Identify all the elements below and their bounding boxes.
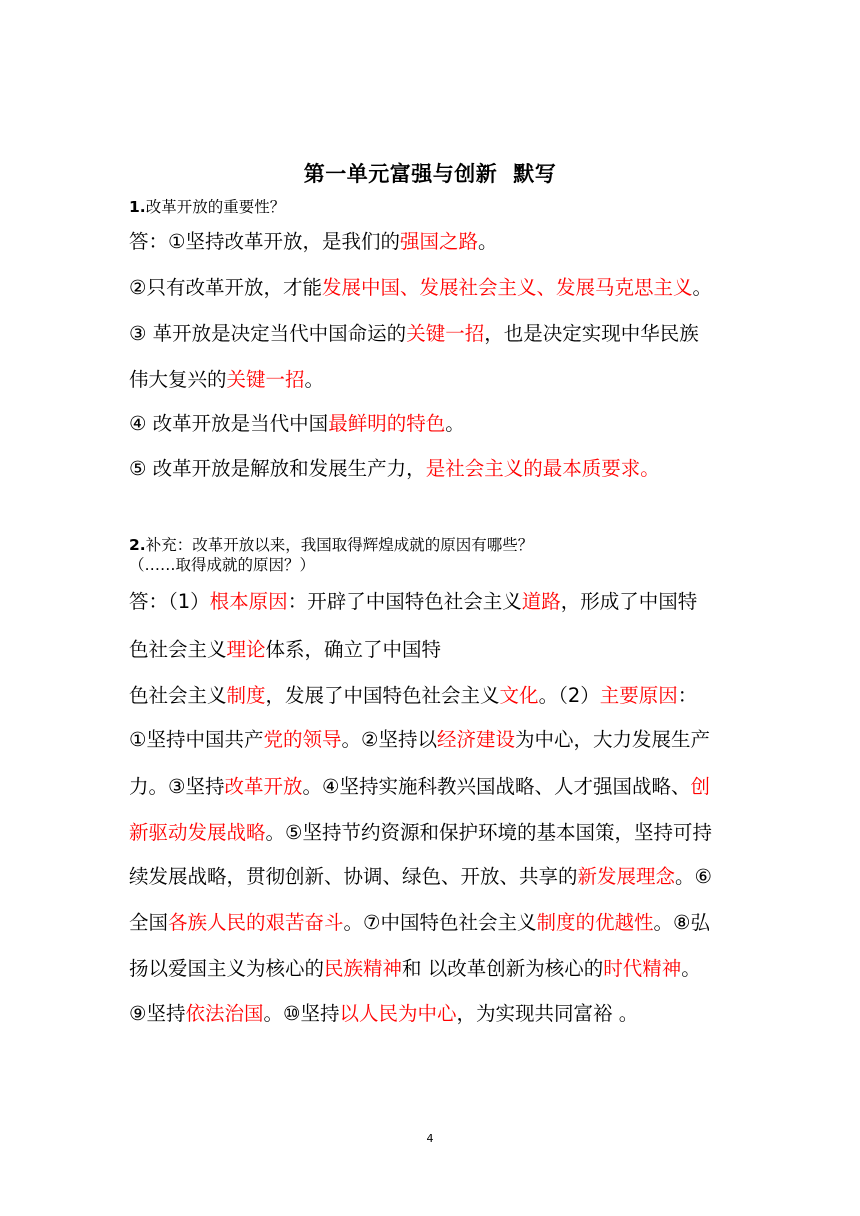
question-2-number: 2. — [129, 536, 146, 554]
answer-text: 答：①坚持改革开放，是我们的 — [129, 230, 400, 253]
answer-keyword: 新发展理念 — [577, 865, 676, 888]
question-1-number: 1. — [129, 198, 146, 216]
answer-keyword: 党的领导 — [263, 728, 342, 751]
answer-keyword: 是社会主义的最本质要求。 — [425, 457, 660, 480]
answer-text: ，为实现共同富裕 。 — [456, 1002, 639, 1025]
answer-text: ，也是决定实现中华民族 — [484, 322, 699, 345]
question-1-text: 改革开放的重要性？ — [145, 198, 286, 216]
answer-text: ： — [677, 684, 698, 707]
answer-line — [129, 953, 701, 981]
answer-keyword: 经济建设 — [436, 728, 515, 751]
answer-line — [129, 907, 710, 935]
answer-line — [129, 408, 465, 436]
answer-line — [129, 364, 324, 392]
answer-text: 色社会主义 — [129, 684, 227, 707]
answer-keyword: 文化 — [499, 684, 539, 707]
answer-keyword: 民族精神 — [324, 957, 403, 980]
title-sub: 默写 — [513, 162, 557, 186]
answer-text: 。⑤坚持节约资源和保护环境的基本国策，坚持可持 — [265, 821, 712, 844]
answer-keyword: 时代精神 — [603, 957, 682, 980]
answer-text: 。⑩坚持 — [263, 1002, 340, 1025]
answer-keyword: 制度的优越性 — [536, 911, 654, 934]
answer-line — [129, 724, 710, 752]
answer-line — [129, 272, 712, 300]
answer-line — [129, 680, 697, 708]
title-main: 第一单元富强与创新 — [303, 162, 498, 186]
answer-text: ⑤ 改革开放是解放和发展生产力， — [129, 457, 426, 480]
answer-line — [129, 771, 710, 799]
answer-text: 。 — [681, 957, 701, 980]
answer-line — [129, 453, 660, 481]
page-title — [0, 158, 860, 188]
answer-keyword: 改革开放 — [224, 775, 303, 798]
question-2-subtext: （……取得成就的原因？） — [129, 556, 316, 574]
answer-text: 伟大复兴的 — [129, 368, 227, 391]
answer-text: 和 以改革创新为核心的 — [402, 957, 604, 980]
answer-text: 。（2） — [538, 684, 600, 707]
answer-keyword: 发展中国、发展社会主义、发展马克思主义 — [321, 276, 693, 299]
question-2-text: 补充：改革开放以来，我国取得辉煌成就的原因有哪些？ — [145, 536, 534, 554]
question-1 — [129, 197, 285, 217]
answer-text: ④ 改革开放是当代中国 — [129, 412, 329, 435]
answer-text: 。⑦中国特色社会主义 — [343, 911, 537, 934]
answer-keyword: 各族人民的艰苦奋斗 — [168, 911, 344, 934]
answer-keyword: 依法治国 — [185, 1002, 264, 1025]
answer-text: ，形成了中国特 — [560, 590, 698, 613]
answer-text: 。 — [304, 368, 325, 391]
answer-line — [129, 817, 712, 845]
answer-text: 为中心，大力发展生产 — [515, 728, 711, 751]
answer-text: ①坚持中国共产 — [129, 728, 264, 751]
answer-text: 。 — [478, 230, 498, 253]
answer-line — [129, 318, 699, 346]
page-number: 4 — [426, 1132, 434, 1145]
answer-text: 。 — [445, 412, 465, 435]
answer-text: ：开辟了中国特色社会主义 — [287, 590, 522, 613]
answer-line — [129, 226, 498, 254]
answer-text: 体系，确立了中国特 — [265, 638, 442, 661]
answer-keyword: 根本原因 — [209, 590, 288, 613]
answer-line — [129, 586, 697, 614]
answer-keyword: 理论 — [226, 638, 266, 661]
answer-text: 色社会主义 — [129, 638, 227, 661]
answer-text: 。⑧弘 — [653, 911, 711, 934]
answer-text: 力。③坚持 — [129, 775, 225, 798]
answer-keyword: 强国之路 — [399, 230, 478, 253]
answer-keyword: 主要原因 — [599, 684, 678, 707]
answer-text: 续发展战略，贯彻创新、协调、绿色、开放、共享的 — [129, 865, 578, 888]
answer-keyword: 制度 — [226, 684, 266, 707]
answer-text: ，发展了中国特色社会主义 — [265, 684, 500, 707]
answer-keyword: 道路 — [521, 590, 561, 613]
answer-line — [129, 998, 638, 1026]
answer-text: ③ 革开放是决定当代中国命运的 — [129, 322, 407, 345]
answer-text: 。⑥ — [675, 865, 713, 888]
answer-line — [129, 861, 712, 889]
answer-text: 。 — [692, 276, 713, 299]
answer-text: 。④坚持实施科教兴国战略、人才强国战略、 — [302, 775, 691, 798]
answer-keyword: 新驱动发展战略 — [129, 821, 266, 844]
question-2 — [129, 535, 533, 575]
answer-keyword: 关键一招 — [406, 322, 485, 345]
answer-text: 答：（1） — [129, 590, 210, 613]
answer-keyword: 关键一招 — [226, 368, 305, 391]
answer-keyword: 以人民为中心 — [339, 1002, 457, 1025]
answer-text: ②只有改革开放，才能 — [129, 276, 322, 299]
answer-text: 扬以爱国主义为核心的 — [129, 957, 325, 980]
answer-text: ⑨坚持 — [129, 1002, 186, 1025]
answer-text: 。②坚持以 — [341, 728, 437, 751]
answer-text: 全国 — [129, 911, 169, 934]
answer-keyword: 创 — [690, 775, 710, 798]
answer-keyword: 最鲜明的特色 — [328, 412, 446, 435]
answer-line — [129, 634, 441, 662]
